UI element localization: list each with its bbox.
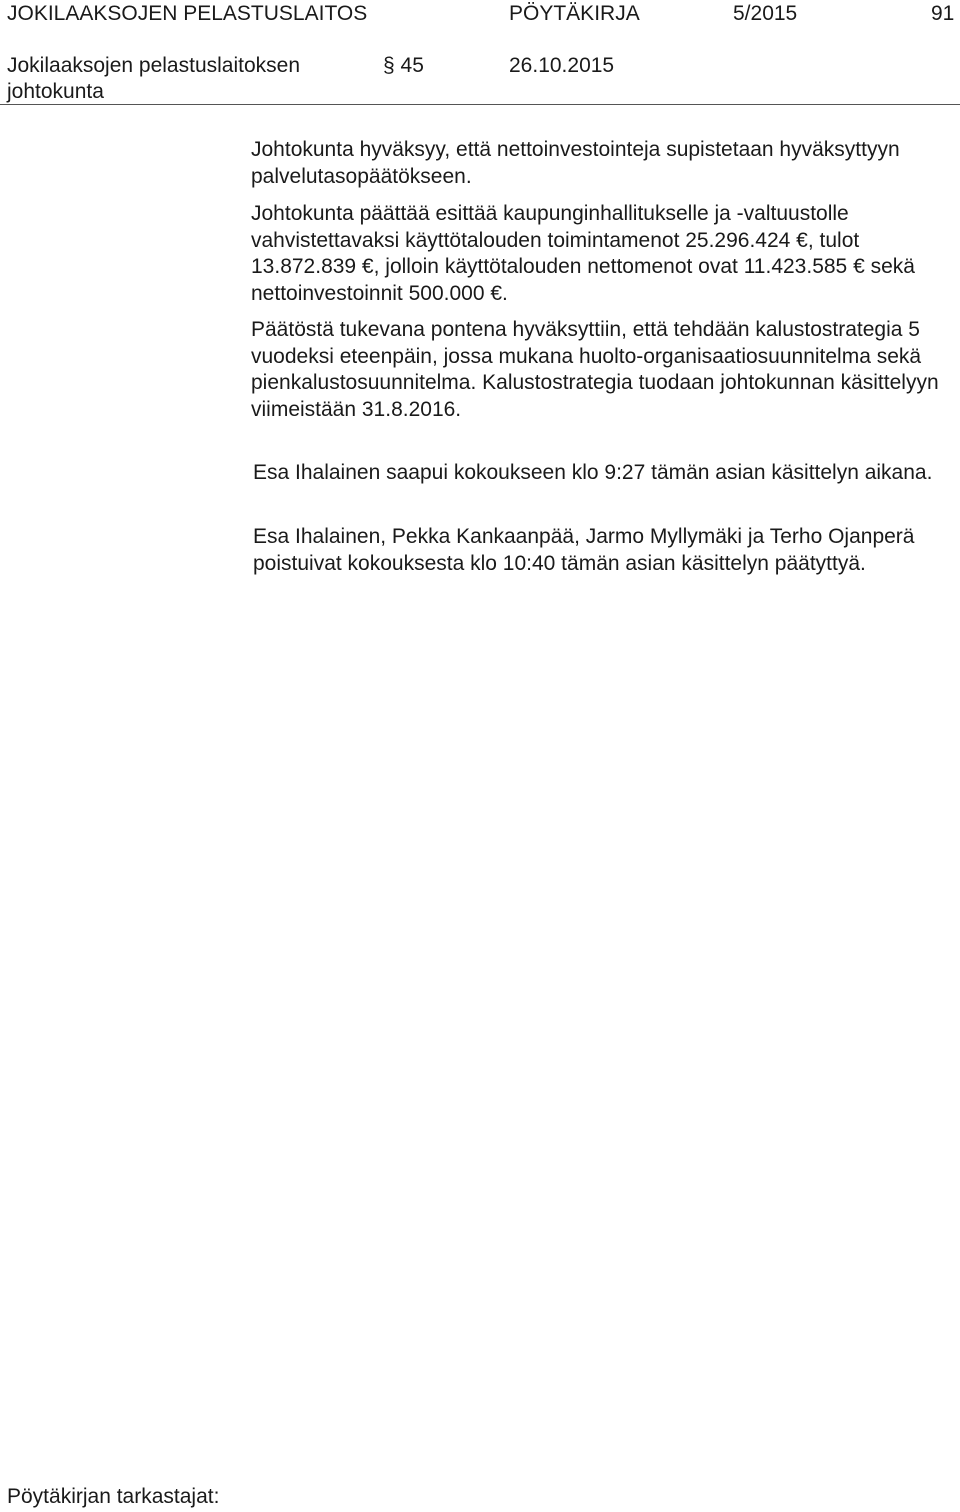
paragraph-budget-proposal: Johtokunta päättää esittää kaupunginhallitukselle ja -valtuustolle vahvistettavaksi käyttötalouden toimintamenot 25.296.424 €, tulot 13.872.839 €, jolloin käyttötalouden nettomenot ovat 11.423.585 € sekä nettoinvestoinnit 500.000 €. bbox=[251, 202, 915, 305]
document-type: PÖYTÄKIRJA bbox=[509, 2, 640, 25]
section-number: § 45 bbox=[383, 54, 424, 77]
paragraph-equipment-strategy: Päätöstä tukevana pontena hyväksyttiin, että tehdään kalustostrategia 5 vuodeksi eteenpäin, jossa mukana huolto-organisaatiosuunnitelma sekä pienkalustosuunnitelma. Kalustostrategia tuodaan johtokunnan käsittelyyn viimeistään 31.8.2016. bbox=[251, 318, 939, 421]
issuing-body-line2: johtokunta bbox=[7, 80, 104, 103]
meeting-date: 26.10.2015 bbox=[509, 54, 615, 77]
header-divider bbox=[0, 104, 960, 105]
minutes-reviewers-label: Pöytäkirjan tarkastajat: bbox=[7, 1485, 220, 1508]
issue-number: 5/2015 bbox=[733, 2, 798, 25]
paragraph-arrival-note: Esa Ihalainen saapui kokoukseen klo 9:27 tämän asian käsittelyn aikana. bbox=[253, 461, 933, 484]
issuing-body-line1: Jokilaaksojen pelastuslaitoksen bbox=[7, 54, 301, 77]
page-number: 91 bbox=[931, 2, 955, 25]
organization-name: JOKILAAKSOJEN PELASTUSLAITOS bbox=[7, 2, 368, 25]
paragraph-departure-note: Esa Ihalainen, Pekka Kankaanpää, Jarmo Myllymäki ja Terho Ojanperä poistuivat kokouksesta klo 10:40 tämän asian käsittelyn päätyttyä. bbox=[253, 525, 915, 575]
paragraph-approval: Johtokunta hyväksyy, että nettoinvestointeja supistetaan hyväksyttyyn palvelutasopäätökseen. bbox=[251, 138, 900, 188]
